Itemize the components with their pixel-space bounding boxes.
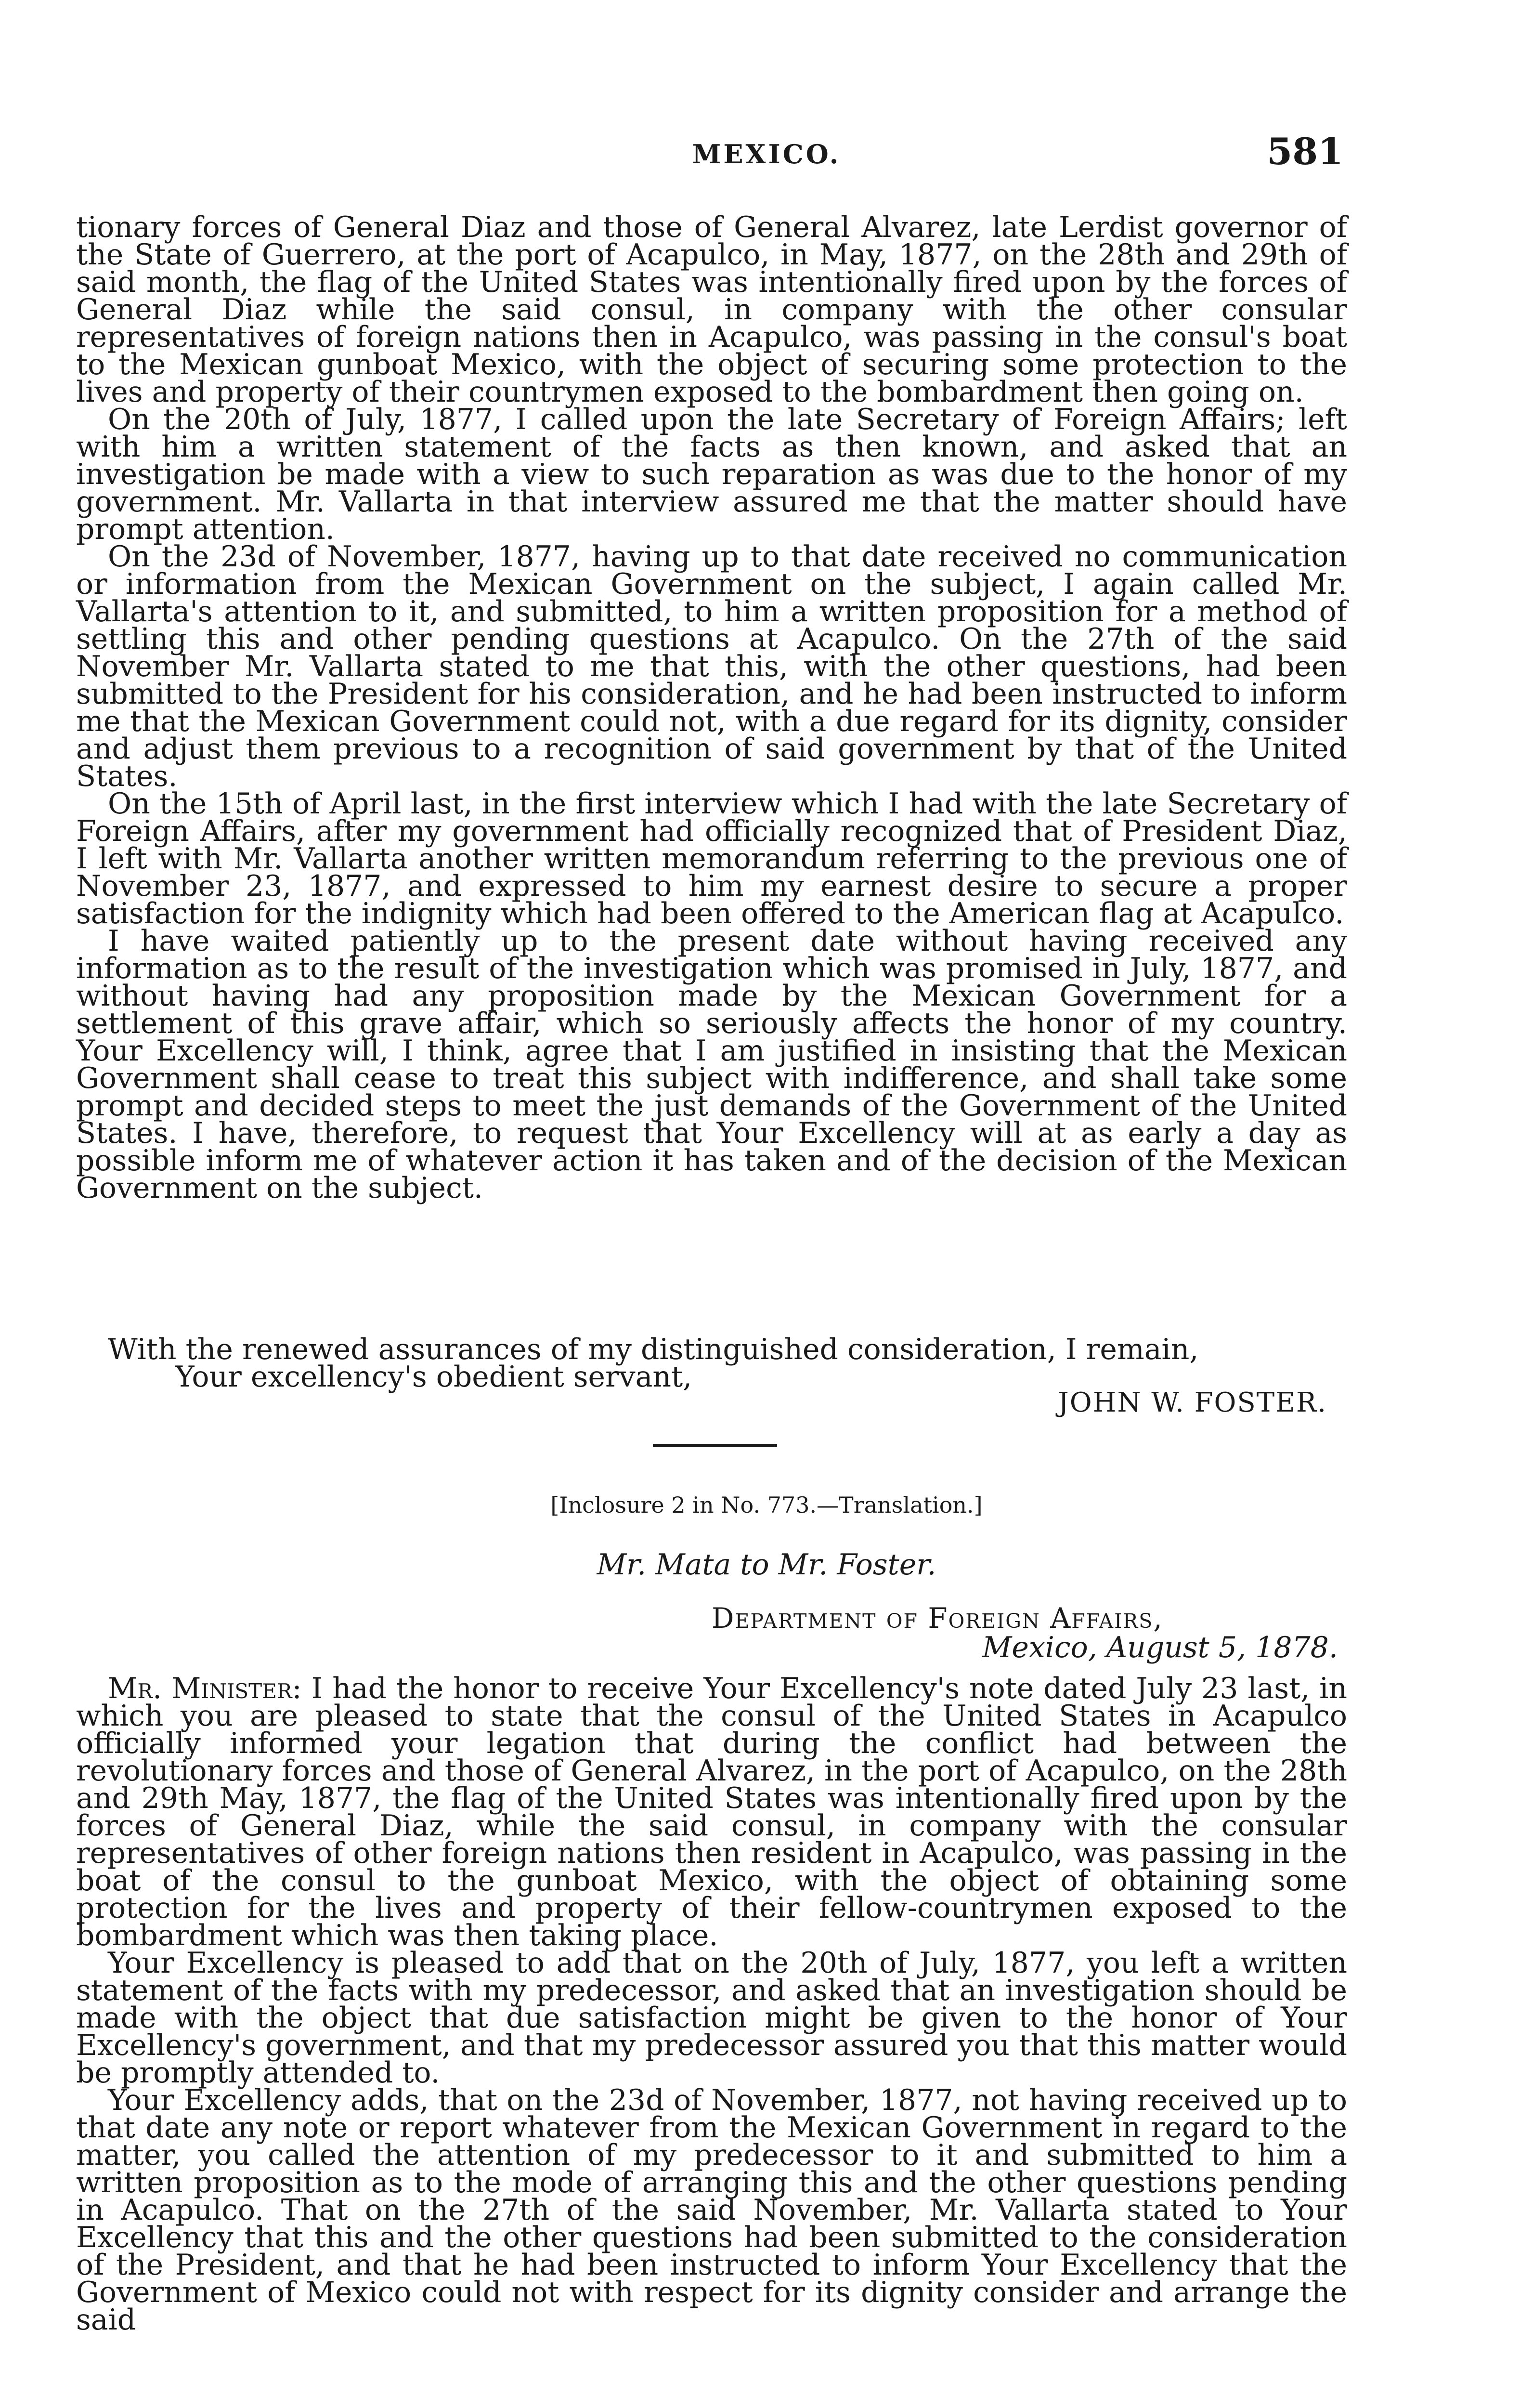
letter2-department: Department of Foreign Affairs,: [712, 1602, 1163, 1635]
section-divider: [653, 1444, 777, 1447]
letter2-paragraph-3: Your Excellency adds, that on the 23d of November, 1877, not having received up to that date any note or report whatever from the Mexican Government in regard to the matter, you called the attention of my predecessor to it and submitted to him a written proposition as to the mode of arranging this and the other questions pending in Acapulco. That on the 27th of the said November, Mr. Vallarta stated to Your Excellency that this and the other questions had been submitted to the consideration of the President, and that he had been instructed to inform Your Excellency that the Government of Mexico could not with respect for its dignity consider and arrange the said: [76, 2083, 1347, 2337]
letter1-paragraph-5: I have waited patiently up to the present date without having received any information as to the result of the investigation which was promised in July, 1877, and without having had any proposition made by the Mexican Government for a settlement of this grave affair, which so seriously affects the honor of my country. Your Excellency will, I think, agree that I am justified in insisting that the Mexican Government shall cease to treat this subject with indifference, and shall take some prompt and decided steps to meet the just demands of the Government of the United States. I have, therefore, to request that Your Excellency will at as early a day as possible inform me of whatever action it has taken and of the decision of the Mexican Government on the subject.: [76, 924, 1347, 1205]
letter1-signature: JOHN W. FOSTER.: [1058, 1387, 1327, 1418]
running-header-title: MEXICO.: [692, 139, 841, 170]
letter2-paragraph-1: [76, 1672, 1347, 1952]
letter1-closing: With the renewed assurances of my distinguished consideration, I remain,: [108, 1333, 1199, 1366]
letter2-dateline: Mexico, August 5, 1878.: [982, 1631, 1338, 1664]
letter1-paragraph-4: On the 15th of April last, in the first interview which I had with the late Secretary of Foreign Affairs, after my government had officially recognized that of President Diaz, I left with Mr. Vallarta another written memorandum referring to the previous one of November 23, 1877, and expressed to him my earnest desire to secure a proper satisfaction for the indignity which had been offered to the American flag at Acapulco.: [76, 787, 1347, 930]
letter1-body: [76, 210, 1347, 1205]
page-number: 581: [1267, 130, 1343, 173]
letter2-body: [76, 1672, 1347, 2337]
letter2-heading: Mr. Mata to Mr. Foster.: [597, 1548, 936, 1582]
letter2-paragraph-2: Your Excellency is pleased to add that on the 20th of July, 1877, you left a written statement of the facts with my predecessor, and asked that an investigation should be made with the object that due satisfaction might be given to the honor of Your Excellency's government, and that my predecessor assured you that this matter would be promptly attended to.: [76, 1946, 1347, 2090]
letter1-paragraph-2: On the 20th of July, 1877, I called upon the late Secretary of Foreign Affairs; left with him a written statement of the facts as then known, and asked that an investigation be made with a view to such reparation as was due to the honor of my government. Mr. Vallarta in that interview assured me that the matter should have prompt attention.: [76, 403, 1347, 546]
letter2-paragraph-1-text: I had the honor to receive Your Excellency's note dated July 23 last, in which you are pleased to state that the consul of the United States in Acapulco officially informed your legation that during the conflict had between the revolutionary forces and those of General Alvarez, in the port of Acapulco, on the 28th and 29th May, 1877, the flag of the United States was intentionally fired upon by the forces of General Diaz, while the said consul, in company with the consular representatives of other foreign nations then resident in Acapulco, was passing in the boat of the consul to the gunboat Mexico, with the object of obtaining some protection for the lives and property of their fellow-countrymen exposed to the bombardment which was then taking place.: [76, 1672, 1347, 1952]
letter1-paragraph-3: On the 23d of November, 1877, having up to that date received no communication or information from the Mexican Government on the subject, I again called Mr. Vallarta's attention to it, and submitted, to him a written proposition for a method of settling this and other pending questions at Acapulco. On the 27th of the said November Mr. Vallarta stated to me that this, with the other questions, had been submitted to the President for his consideration, and he had been instructed to inform me that the Mexican Government could not, with a due regard for its dignity, consider and adjust them previous to a recognition of said government by that of the United States.: [76, 540, 1347, 793]
letter1-valediction: Your excellency's obedient servant,: [175, 1360, 692, 1394]
inclosure-note: [Inclosure 2 in No. 773.—Translation.]: [550, 1492, 983, 1518]
letter2-salutation: Mr. Minister:: [108, 1672, 302, 1705]
letter1-paragraph-1: tionary forces of General Diaz and those of General Alvarez, late Lerdist governor of the State of Guerrero, at the port of Acapulco, in May, 1877, on the 28th and 29th of said month, the flag of the United States was intentionally fired upon by the forces of General Diaz while the said consul, in company with the other consular representatives of foreign nations then in Acapulco, was passing in the consul's boat to the Mexican gunboat Mexico, with the object of securing some protection to the lives and property of their countrymen exposed to the bombardment then going on.: [76, 210, 1347, 409]
